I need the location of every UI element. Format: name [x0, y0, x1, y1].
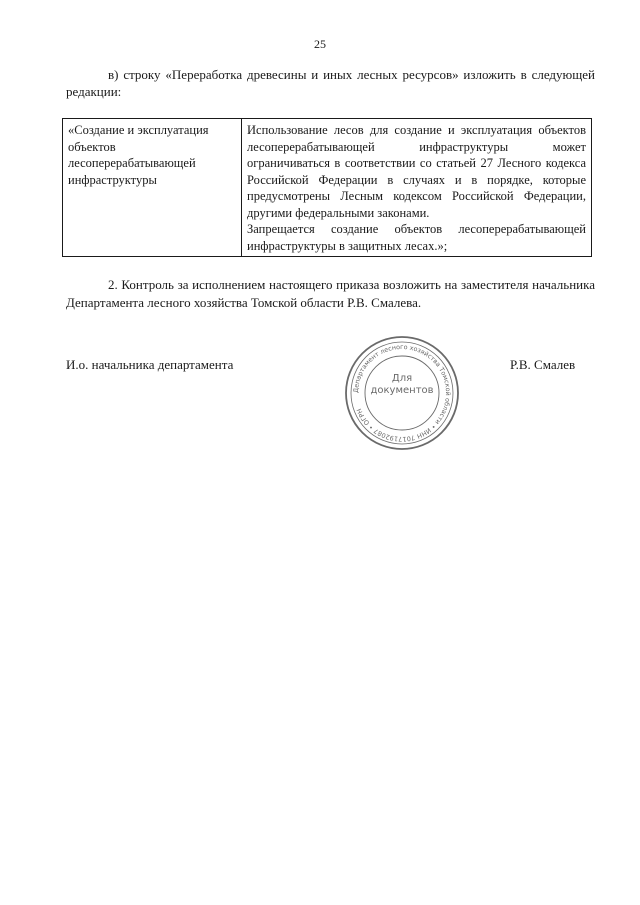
table-row — [63, 119, 592, 257]
stamp-ring-text: Департамент лесного хозяйства Томской области • ИНН 7017192087 • ОГРН — [351, 342, 453, 444]
signature-name: Р.В. Смалев — [510, 357, 576, 372]
signature-role: И.о. начальника департамента — [66, 357, 234, 372]
table-cell-description — [242, 119, 592, 257]
amendment-table — [62, 118, 592, 257]
stamp-center-text — [342, 373, 462, 397]
official-stamp — [342, 333, 462, 453]
description-paragraph-2: Запрещается создание объектов лесоперерабатывающей инфраструктуры в защитных лесах.»; — [247, 222, 586, 253]
page-number: 25 — [314, 37, 326, 51]
item-2-paragraph: 2. Контроль за исполнением настоящего приказа возложить на заместителя начальника Департамента лесного хозяйства Томской области Р.В. Смалева. — [66, 277, 595, 310]
intro-paragraph: в) строку «Переработка древесины и иных лесных ресурсов» изложить в следующей редакции: — [66, 67, 595, 99]
stamp-center-line-2: документов — [370, 385, 434, 396]
table-cell-activity: «Создание и эксплуатация объектов лесоперерабатывающей инфраструктуры — [63, 119, 242, 257]
description-paragraph-1: Использование лесов для создание и эксплуатация объектов лесоперерабатывающей инфраструктуры может ограничиваться в соответствии со статьей 27 Лесного кодекса Российской Федерации в случаях и в порядке, которые предусмотрены Лесным кодексом Российской Федерации, другими федеральными законами. — [247, 123, 586, 220]
stamp-center-line-1: Для — [391, 373, 413, 384]
